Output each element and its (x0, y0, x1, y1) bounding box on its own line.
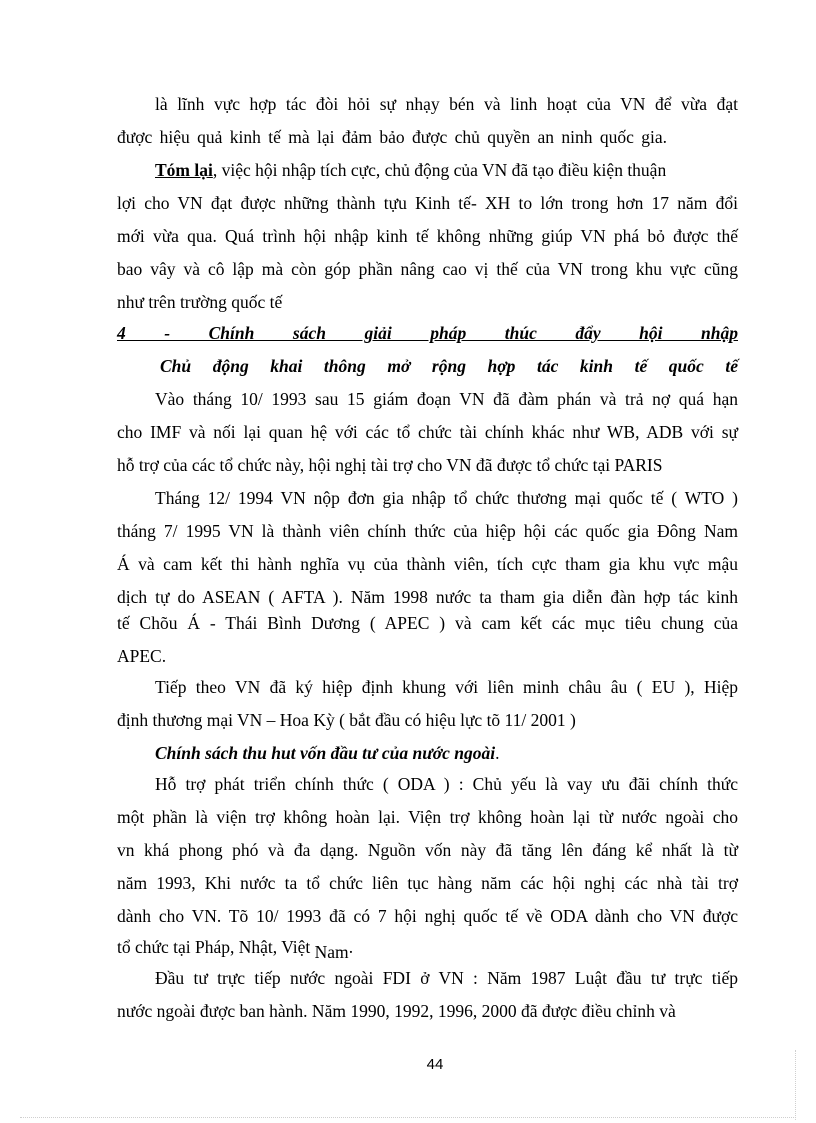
body-line: năm 1993, Khi nước ta tổ chức liên tục hàng năm các hội nghị các nhà tài trợ (117, 873, 738, 893)
body-line: dịch tự do ASEAN ( AFTA ). Năm 1998 nước ta tham gia diễn đàn hợp tác kinh (117, 587, 738, 607)
policy-heading (155, 743, 738, 763)
body-line: cho IMF và nối lại quan hệ với các tổ chức tài chính khác như WB, ADB với sự (117, 422, 738, 442)
body-line: là lĩnh vực hợp tác đòi hỏi sự nhạy bén và linh hoạt của VN để vừa đạt (155, 94, 738, 114)
body-line: Đầu tư trực tiếp nước ngoài FDI ở VN : Năm 1987 Luật đầu tư trực tiếp (155, 968, 738, 988)
body-text: , việc hội nhập tích cực, chủ động của VN đã tạo điều kiện thuận (212, 160, 667, 180)
body-line: Hỗ trợ phát triển chính thức ( ODA ) : Chủ yếu là vay ưu đãi chính thức (155, 774, 738, 794)
page-border-dotted-vertical (795, 1050, 796, 1120)
page-number: 44 (426, 1056, 444, 1073)
body-line: nước ngoài được ban hành. Năm 1990, 1992, 1996, 2000 đã được điều chỉnh và (117, 1001, 676, 1021)
body-line: dành cho VN. Tõ 10/ 1993 đã có 7 hội nghị quốc tế về ODA dành cho VN được (117, 906, 738, 926)
body-line: tế Chõu Á - Thái Bình Dương ( APEC ) và cam kết các mục tiêu chung của (117, 613, 738, 633)
body-line: vn khá phong phó và đa dạng. Nguồn vốn này đã tăng lên đáng kể nhất là từ (117, 840, 738, 860)
body-line: như trên trường quốc tế (117, 292, 283, 312)
policy-heading-text: Chính sách thu hut vốn đầu tư của nước ngoài (155, 743, 496, 763)
body-line: bao vây và cô lập mà còn góp phần nâng cao vị thế của VN trong khu vực cũng (117, 259, 738, 279)
body-line: định thương mại VN – Hoa Kỳ ( bắt đầu có hiệu lực tõ 11/ 2001 ) (117, 710, 576, 730)
body-text: tổ chức tại Pháp, Nhật, Việt (117, 937, 311, 957)
body-line: tháng 7/ 1995 VN là thành viên chính thức của hiệp hội các quốc gia Đông Nam (117, 521, 738, 541)
body-line: mới vừa qua. Quá trình hội nhập kinh tế không những giúp VN phá bỏ được thế (117, 226, 738, 246)
body-line: Vào tháng 10/ 1993 sau 15 giám đoạn VN đã đàm phán và trả nợ quá hạn (155, 389, 738, 409)
body-line (117, 937, 738, 962)
body-line: APEC. (117, 646, 167, 666)
body-line: được hiệu quả kinh tế mà lại đảm bảo được chủ quyền an ninh quốc gia. (117, 127, 667, 147)
body-text: . (348, 937, 354, 957)
section-heading: 4 - Chính sách giải pháp thúc đẩy hội nhập (117, 323, 738, 343)
page-border-dotted (20, 1117, 796, 1118)
body-line (155, 160, 738, 180)
body-line: Tiếp theo VN đã ký hiệp định khung với liên minh châu âu ( EU ), Hiệp (155, 677, 738, 697)
subsection-heading: Chủ động khai thông mở rộng hợp tác kinh tế quốc tế (160, 356, 738, 376)
body-text-offset: Nam (314, 942, 349, 962)
body-line: Á và cam kết thi hành nghĩa vụ của thành viên, tích cực tham gia khu vực mậu (117, 554, 738, 574)
policy-heading-period: . (495, 743, 500, 763)
summary-label: Tóm lại (155, 160, 213, 180)
body-line: hỗ trợ của các tổ chức này, hội nghị tài trợ cho VN đã được tổ chức tại PARIS (117, 455, 663, 475)
body-line: một phần là viện trợ không hoàn lại. Viện trợ không hoàn lại từ nước ngoài cho (117, 807, 738, 827)
body-line: Tháng 12/ 1994 VN nộp đơn gia nhập tổ chức thương mại quốc tế ( WTO ) (155, 488, 738, 508)
body-line: lợi cho VN đạt được những thành tựu Kinh tế- XH to lớn trong hơn 17 năm đổi (117, 193, 738, 213)
